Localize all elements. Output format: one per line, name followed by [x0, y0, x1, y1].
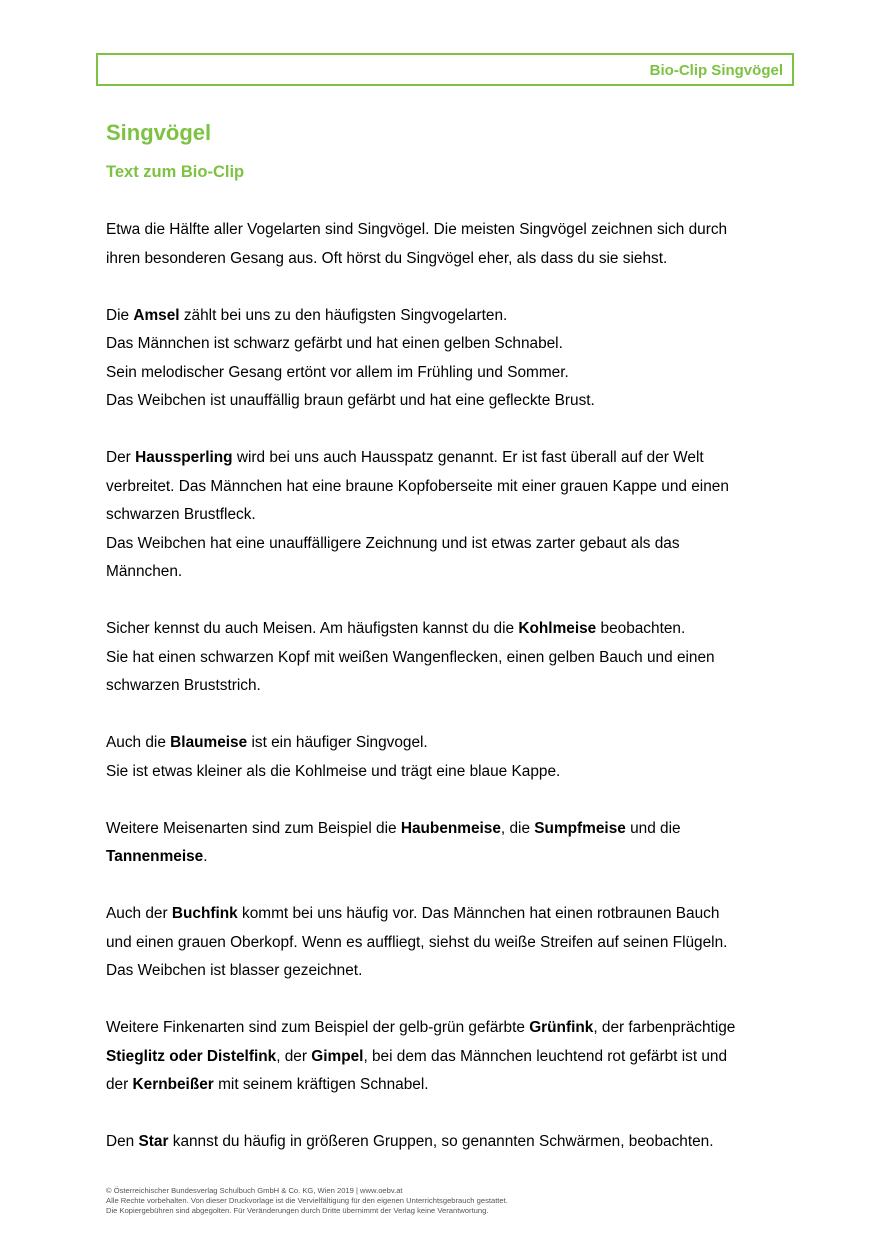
- bird-name: Kernbeißer: [132, 1076, 214, 1093]
- text-line: [106, 221, 727, 238]
- text-segment: mit seinem kräftigen Schnabel.: [213, 1076, 429, 1093]
- paragraph: [106, 729, 796, 786]
- header-box: [96, 53, 794, 86]
- copyright-footer: [106, 1186, 796, 1216]
- text-line: [106, 1048, 727, 1065]
- text-line: [106, 478, 729, 495]
- text-segment: Etwa die Hälfte aller Vogelarten sind Singvögel. Die meisten Singvögel zeichnen sich durch: [106, 221, 728, 238]
- text-line: [106, 1076, 429, 1093]
- text-line: [106, 506, 256, 523]
- body-text: [106, 216, 796, 1185]
- text-line: [106, 734, 428, 751]
- text-segment: Das Männchen ist schwarz gefärbt und hat einen gelben Schnabel.: [106, 335, 563, 352]
- text-line: [106, 1133, 714, 1150]
- paragraph: [106, 900, 796, 986]
- text-segment: Sie ist etwas kleiner als die Kohlmeise und trägt eine blaue Kappe.: [106, 762, 561, 780]
- text-segment: kommt bei uns häufig vor. Das Männchen hat einen rotbraunen Bauch: [237, 905, 720, 922]
- bird-name: Gimpel: [311, 1047, 364, 1065]
- paragraph: [106, 815, 796, 872]
- footer-line: Alle Rechte vorbehalten. Von dieser Druckvorlage ist die Vervielfältigung für den eigenen Unterrichtsgebrauch gestattet.: [106, 1196, 508, 1205]
- text-segment: wird bei uns auch Hausspatz genannt. Er ist fast überall auf der Welt: [232, 449, 704, 466]
- text-line: [106, 905, 719, 922]
- text-line: [106, 392, 595, 409]
- bird-name: Haubenmeise: [400, 819, 501, 837]
- text-segment: Das Weibchen hat eine unauffälligere Zeichnung und ist etwas zarter gebaut als das: [106, 534, 680, 552]
- text-line: [106, 535, 680, 552]
- text-segment: verbreitet. Das Männchen hat eine braune Kopfoberseite mit einer grauen Kappe und einen: [106, 477, 729, 495]
- bird-name: Blaumeise: [170, 734, 248, 751]
- header-label: Bio-Clip Singvögel: [649, 62, 783, 79]
- footer-line: Die Kopiergebühren sind abgegolten. Für Veränderungen durch Dritte übernimmt der Verlag keine Verantwortung.: [106, 1206, 489, 1215]
- paragraph: [106, 1128, 796, 1157]
- text-segment: .: [203, 848, 208, 865]
- text-line: [106, 934, 727, 951]
- text-segment: der: [106, 1076, 133, 1093]
- text-line: [106, 307, 507, 324]
- text-segment: und die: [625, 819, 681, 837]
- text-segment: Den: [106, 1133, 139, 1150]
- bird-name: Sumpfmeise: [534, 819, 626, 837]
- text-segment: Auch der: [106, 905, 172, 922]
- text-segment: Sicher kennst du auch Meisen. Am häufigsten kannst du die: [106, 620, 519, 637]
- paragraph: [106, 444, 796, 587]
- text-segment: , der farbenprächtige: [593, 1019, 736, 1036]
- text-segment: Der: [106, 449, 136, 466]
- text-line: [106, 563, 182, 580]
- bird-name: Buchfink: [171, 905, 238, 922]
- text-segment: Männchen.: [106, 563, 183, 580]
- bird-name: Stieglitz oder Distelfink: [106, 1047, 277, 1065]
- page-title: Singvögel: [106, 120, 212, 145]
- text-line: [106, 820, 681, 837]
- paragraph: [106, 1014, 796, 1100]
- text-segment: und einen grauen Oberkopf. Wenn es auffliegt, siehst du weiße Streifen auf seinen Flügeln.: [106, 933, 728, 951]
- text-segment: beobachten.: [596, 620, 686, 637]
- text-segment: , bei dem das Männchen leuchtend rot gefärbt ist und: [363, 1047, 728, 1065]
- text-line: [106, 335, 563, 352]
- text-segment: kannst du häufig in größeren Gruppen, so genannten Schwärmen, beobachten.: [168, 1133, 714, 1150]
- text-segment: , die: [500, 819, 535, 837]
- text-line: [106, 649, 715, 666]
- text-line: [106, 848, 208, 865]
- paragraph: [106, 302, 796, 416]
- text-line: [106, 763, 560, 780]
- text-segment: schwarzen Bruststrich.: [106, 677, 261, 694]
- text-line: [106, 1019, 735, 1036]
- text-segment: Weitere Meisenarten sind zum Beispiel die: [106, 819, 401, 837]
- text-line: [106, 364, 569, 381]
- text-segment: , der: [276, 1047, 312, 1065]
- text-line: [106, 677, 261, 694]
- text-segment: Sie hat einen schwarzen Kopf mit weißen Wangenflecken, einen gelben Bauch und einen: [106, 648, 715, 666]
- text-line: [106, 620, 685, 637]
- footer-line: © Österreichischer Bundesverlag Schulbuch GmbH & Co. KG, Wien 2019 | www.oebv.at: [106, 1186, 403, 1195]
- text-segment: schwarzen Brustfleck.: [106, 506, 256, 523]
- bird-name: Tannenmeise: [106, 848, 204, 865]
- text-segment: Auch die: [106, 734, 171, 751]
- text-line: [106, 962, 362, 979]
- bird-name: Star: [138, 1133, 169, 1150]
- text-segment: ist ein häufiger Singvogel.: [247, 734, 428, 751]
- page-subtitle: Text zum Bio-Clip: [106, 163, 245, 181]
- text-segment: Sein melodischer Gesang ertönt vor allem im Frühling und Sommer.: [106, 363, 569, 381]
- bird-name: Grünfink: [529, 1019, 594, 1036]
- text-segment: Die: [106, 306, 134, 324]
- text-segment: ihren besonderen Gesang aus. Oft hörst du Singvögel eher, als dass du sie siehst.: [106, 249, 668, 267]
- bird-name: Haussperling: [135, 449, 233, 466]
- bird-name: Amsel: [133, 306, 180, 324]
- text-segment: zählt bei uns zu den häufigsten Singvogelarten.: [179, 306, 508, 324]
- text-segment: Das Weibchen ist blasser gezeichnet.: [106, 962, 363, 979]
- paragraph: [106, 615, 796, 701]
- text-segment: Weitere Finkenarten sind zum Beispiel der gelb-grün gefärbte: [106, 1019, 530, 1036]
- text-line: [106, 449, 704, 466]
- bird-name: Kohlmeise: [518, 620, 597, 637]
- paragraph: [106, 216, 796, 273]
- text-segment: Das Weibchen ist unauffällig braun gefärbt und hat eine gefleckte Brust.: [106, 392, 595, 409]
- text-line: [106, 250, 667, 267]
